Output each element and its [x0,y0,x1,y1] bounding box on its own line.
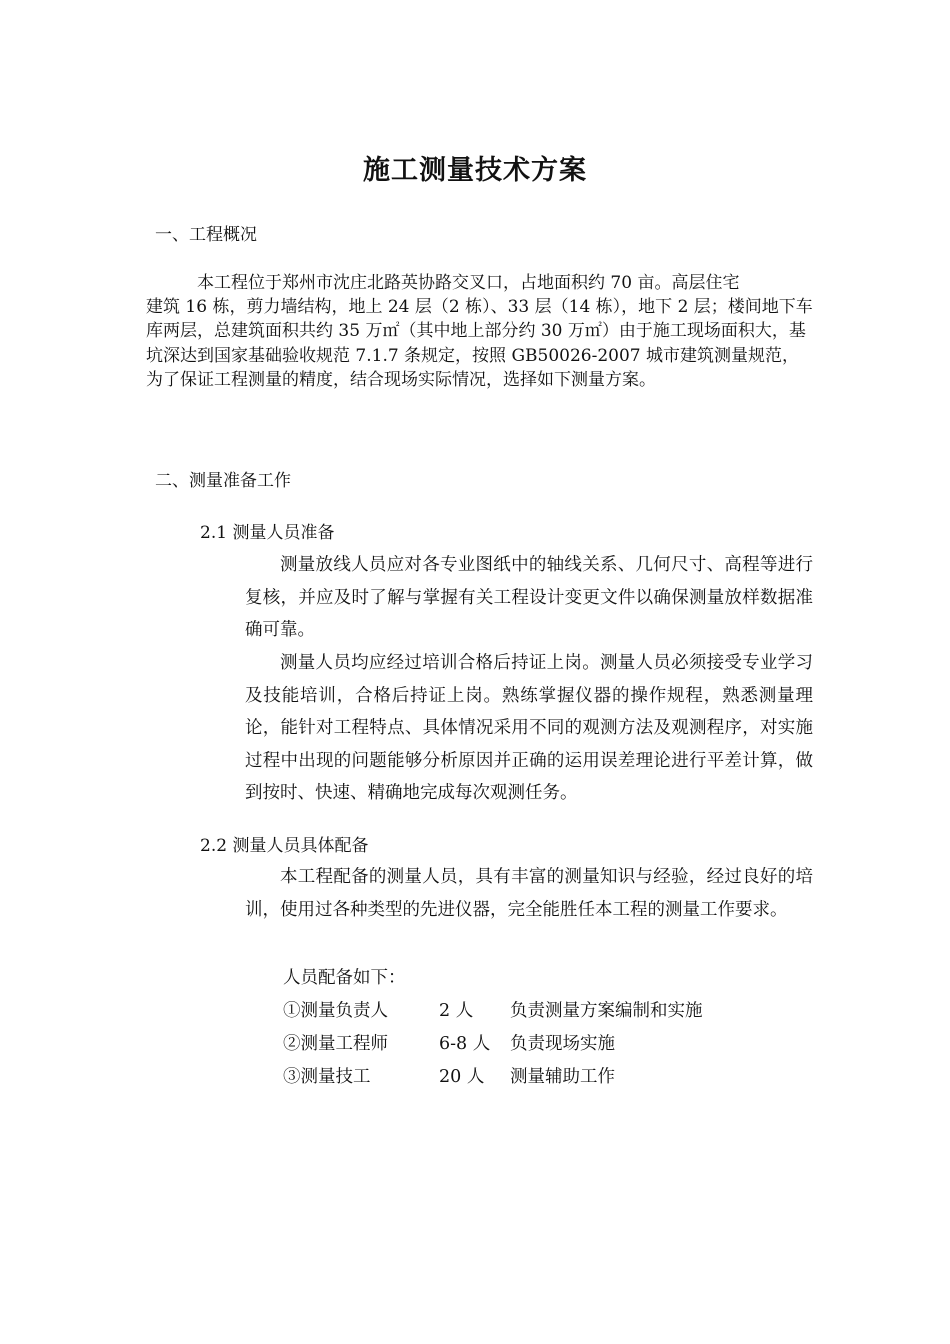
staff-count: 6-8 人 [439,1034,491,1054]
staff-count: 2 人 [439,1001,474,1021]
staff-duty: 负责测量方案编制和实施 [510,1001,703,1021]
subsection-heading-staff-preparation: 2.1 测量人员准备 [200,523,335,543]
subsection-heading-staff-allocation: 2.2 测量人员具体配备 [200,836,369,856]
section-heading-preparation: 二、测量准备工作 [155,471,291,491]
document-title: 施工测量技术方案 [363,155,587,186]
staff-list-intro: 人员配备如下： [283,968,406,988]
staff-allocation-paragraph: 本工程配备的测量人员，具有丰富的测量知识与经验，经过良好的培训，使用过各种类型的先进仪器，完全能胜任本工程的测量工作要求。 [245,867,813,920]
staff-role: ①测量负责人 [283,1001,388,1021]
overview-paragraph: 本工程位于郑州市沈庄北路英协路交叉口，占地面积约 70 亩。高层住宅 建筑 16 栋，剪力墙结构，地上 24 层（2 栋）、33 层（14 栋），地下 2 层；楼间地下车库两层，总建筑面积共约 35 万㎡（其中地上部分约 30 万㎡）由于施工现场面积大，基坑深达到国家基础验收规范 7.1.7 条规定，按照 GB50026-2007 城市建筑测量规范，为了保证工程测量的精度，结合现场实际情况，选择如下测量方案。 [146,273,813,390]
section-heading-overview: 一、工程概况 [155,225,257,245]
staff-duty: 负责现场实施 [510,1034,615,1054]
staff-role: ②测量工程师 [283,1034,388,1054]
staff-preparation-paragraph-2: 测量人员均应经过培训合格后持证上岗。测量人员必须接受专业学习及技能培训，合格后持证上岗。熟练掌握仪器的操作规程，熟悉测量理论，能针对工程特点、具体情况采用不同的观测方法及观测程序，对实施过程中出现的问题能够分析原因并正确的运用误差理论进行平差计算，做到按时、快速、精确地完成每次观测任务。 [245,653,813,804]
staff-role: ③测量技工 [283,1067,371,1087]
staff-duty: 测量辅助工作 [510,1067,615,1087]
staff-count: 20 人 [439,1067,485,1087]
staff-preparation-paragraph-1: 测量放线人员应对各专业图纸中的轴线关系、几何尺寸、高程等进行复核，并应及时了解与掌握有关工程设计变更文件以确保测量放样数据准确可靠。 [245,555,813,641]
